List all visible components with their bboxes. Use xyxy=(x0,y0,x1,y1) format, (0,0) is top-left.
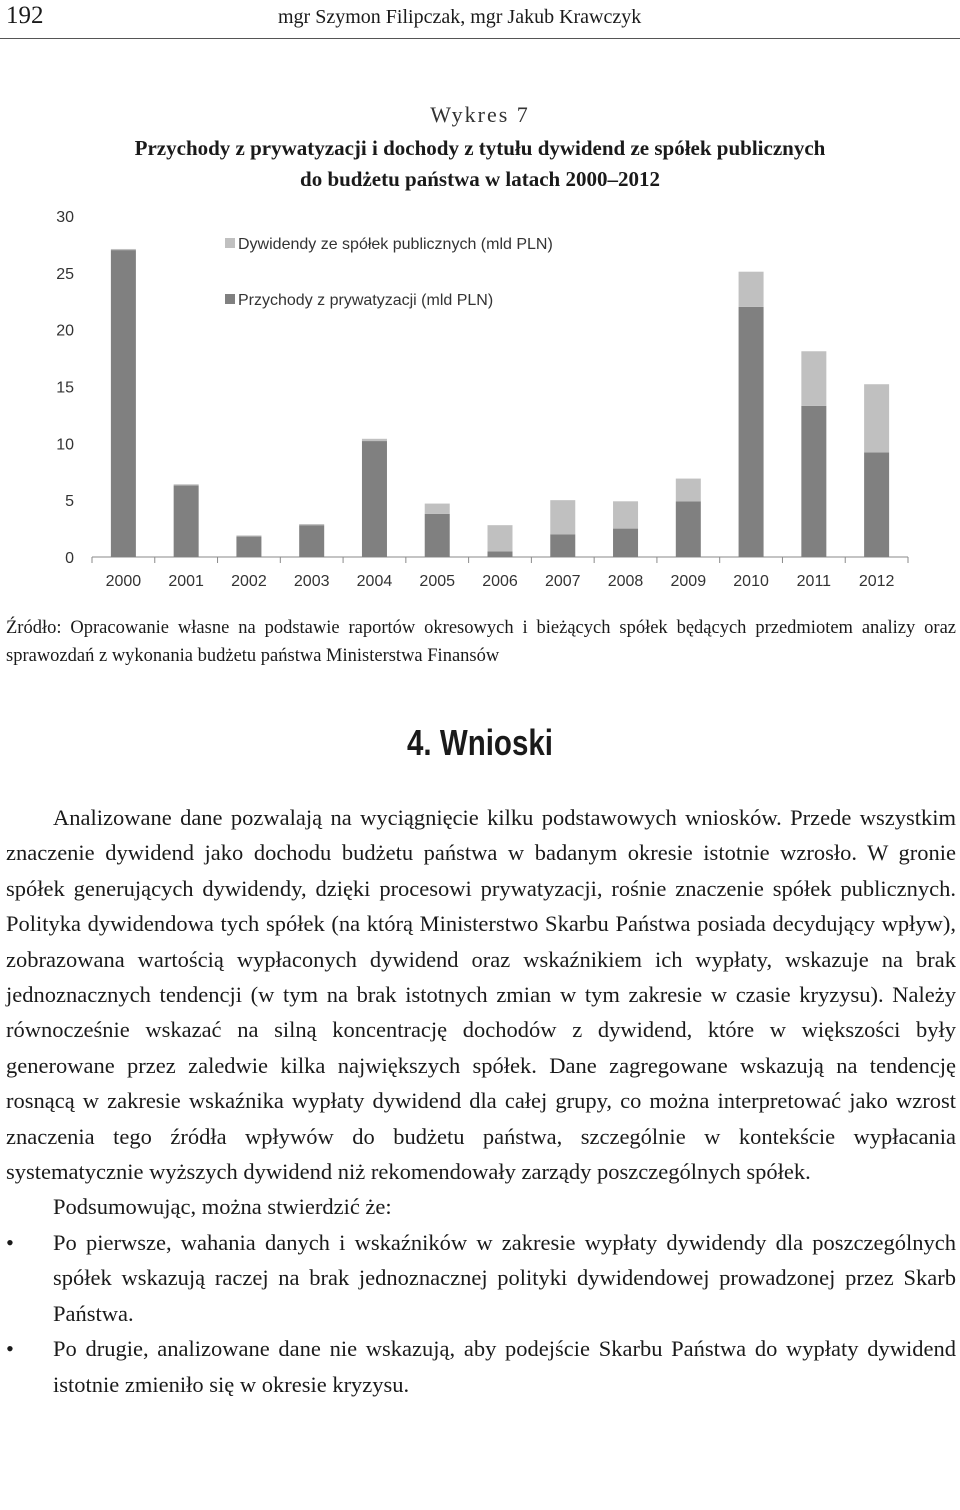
bar-privatization-2011 xyxy=(801,406,826,557)
bullet-item xyxy=(6,1331,956,1402)
bar-privatization-2012 xyxy=(864,452,889,557)
y-tick-label: 20 xyxy=(56,322,74,340)
x-tick-label: 2008 xyxy=(607,573,644,590)
chart-legend xyxy=(225,236,553,309)
bar-privatization-2003 xyxy=(299,525,324,557)
bullet-item xyxy=(6,1225,956,1331)
bar-dividends-2000 xyxy=(111,249,136,250)
bar-dividends-2010 xyxy=(739,272,764,307)
figure-source: Źródło: Opracowanie własne na podstawie raportów okresowych i bieżących spółek będących przedmiotem analizy oraz sprawozdań z wykonania budżetu państwa Ministerstwa Finansów xyxy=(6,618,956,666)
paragraph-conclusions: Analizowane dane pozwalają na wyciągnięcie kilku podstawowych wniosków. Przede wszystkim znaczenie dywidend jako dochodu budżetu państwa w badanym okresie istotnie wzrosło. W gronie spółek generujących dywidendy, dzięki procesowi prywatyzacji, rośnie znaczenie spółek publicznych. Polityka dywidendowa tych spółek (na którą Ministerstwo Skarbu Państwa posiada decydujący wpływ), zobrazowana wartością wypłaconych dywidend oraz wskaźnikiem ich wypłaty, wskazuje na brak jednoznacznych tendencji (w tym na brak istotnych zmian w tym zakresie w czasie kryzysu). Należy równocześnie wskazać na silną koncentrację dochodów z dywidend, które w większości były generowane przez zaledwie kilka największych spółek. Dane zagregowane wskazują na tendencję rosnącą w zakresie wskaźnika wypłaty dywidend dla całej grupy, co można interpretować jako wzrost znaczenia tego źródła wpływów do budżetu państwa, szczególnie w kontekście wypłacania systematycznie wyższych dywidend niż rekomendowały zarządy poszczególnych spółek. xyxy=(6,805,956,1185)
running-head-authors: mgr Szymon Filipczak, mgr Jakub Krawczyk xyxy=(278,6,642,28)
x-tick-label: 2009 xyxy=(670,573,707,590)
y-tick-label: 5 xyxy=(65,493,74,511)
y-tick-label: 15 xyxy=(56,379,74,397)
bar-privatization-2010 xyxy=(739,307,764,557)
bar-privatization-2009 xyxy=(676,501,701,557)
bar-dividends-2001 xyxy=(174,484,199,485)
section-title: 4. Wnioski xyxy=(407,722,553,763)
bar-privatization-2007 xyxy=(550,534,575,557)
figure-label: Wykres 7 xyxy=(430,102,530,127)
bar-privatization-2002 xyxy=(236,537,261,557)
bar-dividends-2003 xyxy=(299,524,324,525)
bar-dividends-2012 xyxy=(864,384,889,452)
x-tick-label: 2012 xyxy=(858,573,895,590)
bar-privatization-2004 xyxy=(362,441,387,557)
page-header xyxy=(0,0,960,39)
bar-dividends-2005 xyxy=(425,504,450,514)
x-tick-label: 2005 xyxy=(419,573,456,590)
page-number: 192 xyxy=(6,2,44,29)
x-tick-label: 2004 xyxy=(356,573,393,590)
body-text xyxy=(6,800,956,1402)
figure-title-line1: Przychody z prywatyzacji i dochody z tytułu dywidend ze spółek publicznych xyxy=(134,136,826,160)
bar-dividends-2004 xyxy=(362,439,387,441)
bar-dividends-2011 xyxy=(801,351,826,406)
bar-privatization-2000 xyxy=(111,250,136,557)
bullet-list xyxy=(6,1225,956,1402)
bar-dividends-2009 xyxy=(676,479,701,502)
bar-privatization-2008 xyxy=(613,529,638,557)
x-tick-label: 2006 xyxy=(482,573,518,590)
x-tick-label: 2010 xyxy=(733,573,769,590)
x-tick-label: 2007 xyxy=(544,573,581,590)
y-tick-label: 25 xyxy=(56,265,74,283)
figure-title xyxy=(20,133,940,195)
bullet-text: Po drugie, analizowane dane nie wskazują, aby podejście Skarbu Państwa do wypłaty dywidend istotnie zmieniło się w okresie kryzysu. xyxy=(53,1336,956,1397)
figure-title-line2: do budżetu państwa w latach 2000–2012 xyxy=(300,167,660,191)
bullet-text: Po pierwsze, wahania danych i wskaźników w zakresie wypłaty dywidendy dla poszczególnych spółek wskazują raczej na brak jednoznacznej polityki dywidendowej prowadzonej przez Skarb Państwa. xyxy=(53,1229,956,1326)
legend-swatch xyxy=(225,238,235,248)
bar-privatization-2005 xyxy=(425,514,450,557)
stacked-bar-chart xyxy=(0,200,960,600)
paragraph-summary-intro: Podsumowując, można stwierdzić że: xyxy=(53,1194,392,1220)
y-tick-label: 30 xyxy=(56,209,74,226)
bar-dividends-2006 xyxy=(488,525,513,551)
legend-swatch xyxy=(225,294,235,304)
bar-privatization-2006 xyxy=(488,551,513,557)
x-tick-label: 2002 xyxy=(231,573,267,590)
x-tick-label: 2001 xyxy=(168,573,204,590)
x-tick-label: 2000 xyxy=(105,573,142,590)
x-tick-label: 2011 xyxy=(796,573,832,590)
y-tick-label: 10 xyxy=(56,436,74,454)
bar-dividends-2002 xyxy=(236,535,261,536)
y-tick-label: 0 xyxy=(65,550,74,567)
bullet-dot: • xyxy=(6,1336,14,1362)
legend-label: Dywidendy ze spółek publicznych (mld PLN) xyxy=(238,236,553,253)
bar-privatization-2001 xyxy=(174,485,199,557)
x-tick-label: 2003 xyxy=(293,573,330,590)
bullet-dot: • xyxy=(6,1229,14,1255)
bar-dividends-2008 xyxy=(613,501,638,528)
bar-dividends-2007 xyxy=(550,500,575,534)
legend-label: Przychody z prywatyzacji (mld PLN) xyxy=(238,292,494,309)
